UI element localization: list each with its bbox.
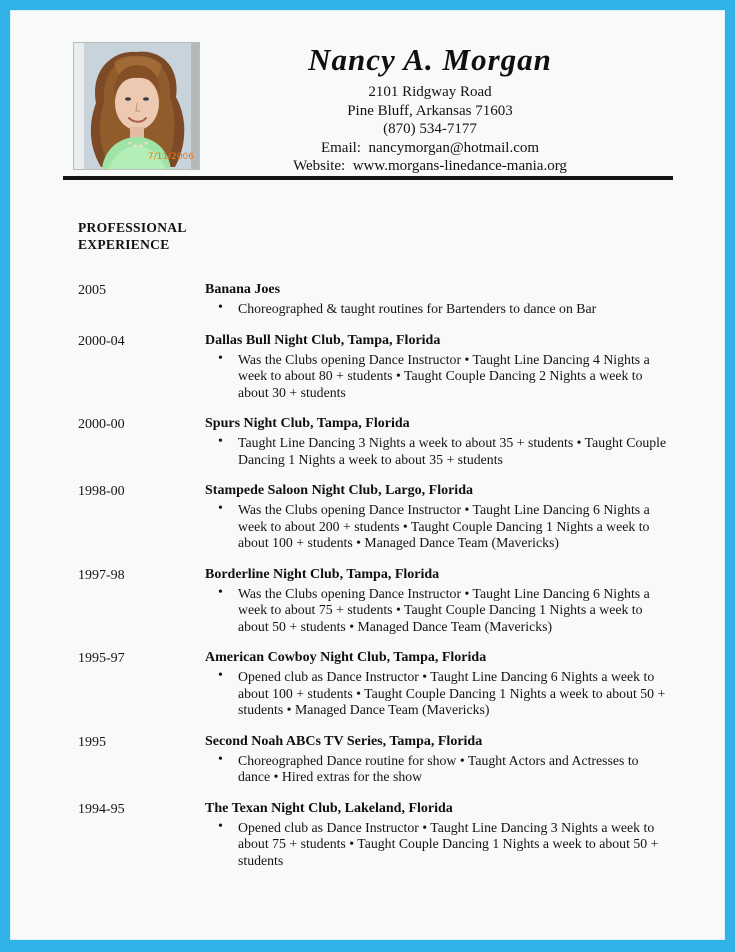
entry-dates: 1998-00 [78,484,125,499]
experience-entry [78,650,667,719]
entry-dates: 2000-00 [78,417,125,432]
bullet-icon: • [218,584,223,600]
entry-detail [205,820,667,870]
entry-body [205,333,667,402]
bullet-icon: • [218,434,223,449]
experience-entry [78,483,667,552]
entry-detail [205,669,667,719]
resume-document [10,10,725,940]
name-heading: Nancy A. Morgan [308,42,552,77]
header-divider [63,176,673,180]
entry-body [205,282,667,318]
entry-detail [205,586,667,636]
entry-detail [205,435,667,468]
entry-body [205,416,667,468]
entry-detail-text: Choreographed Dance routine for show • Taught Actors and Actresses to dance • Hired extras for the show [238,752,639,784]
photo-date-stamp: 7/11/2006 [147,152,194,162]
entry-detail [205,301,667,318]
entry-title: The Texan Night Club, Lakeland, Florida [205,800,453,816]
website-value: www.morgans-linedance-mania.org [352,158,567,174]
entry-title: American Cowboy Night Club, Tampa, Florida [205,650,487,665]
experience-entry [78,801,667,870]
entry-detail-text: Was the Clubs opening Dance Instructor • Taught Line Dancing 6 Nights a week to about 200 + students • Taught Couple Dancing 1 Nights a week to about 100 + students • Managed Dance Team (Mavericks) [238,502,650,550]
experience-entry [78,333,667,402]
bullet-icon: • [218,300,223,315]
entry-dates: 1995-97 [78,651,125,666]
email-value: nancymorgan@hotmail.com [368,139,540,156]
entry-body [205,650,667,719]
entry-title: Banana Joes [205,282,281,297]
entry-detail-text: Choreographed & taught routines for Bartenders to dance on Bar [238,301,597,316]
entry-dates: 1997-98 [78,567,125,583]
entry-title: Stampede Saloon Night Club, Largo, Florida [205,483,473,498]
bullet-icon: • [218,751,223,767]
entry-dates: 2005 [78,283,106,298]
experience-entry [78,416,667,468]
entry-detail-text: Was the Clubs opening Dance Instructor • Taught Line Dancing 4 Nights a week to about 80 + students • Taught Couple Dancing 2 Nights a week to about 30 + students [238,351,650,400]
entry-detail-text: Opened club as Dance Instructor • Taught Line Dancing 3 Nights a week to about 75 + students • Taught Couple Dancing 1 Nights a week to about 50 + students [238,819,659,868]
website-label: Website: [293,158,346,174]
bullet-icon: • [218,501,223,516]
header-contact-block [140,42,720,176]
email-line [140,139,720,158]
entry-body [205,567,667,636]
entry-title: Borderline Night Club, Tampa, Florida [205,566,440,582]
email-label: Email: [320,139,361,156]
experience-entry [78,734,667,786]
entry-detail [205,352,667,402]
entry-body [205,734,667,786]
bullet-icon: • [218,818,223,834]
entry-dates: 1995 [78,734,106,750]
entry-body [205,801,667,870]
website-line [140,157,720,176]
entry-detail [205,502,667,552]
address-line-2: Pine Bluff, Arkansas 71603 [347,102,513,119]
entry-dates: 1994-95 [78,801,125,817]
entry-title: Second Noah ABCs TV Series, Tampa, Florida [205,733,483,749]
address-line-1: 2101 Ridgway Road [368,84,492,100]
entry-detail-text: Taught Line Dancing 3 Nights a week to about 35 + students • Taught Couple Dancing 1 Nights a week to about 35 + students [238,435,667,467]
entry-title: Spurs Night Club, Tampa, Florida [205,416,410,431]
entry-dates: 2000-04 [78,333,125,349]
experience-entry [78,567,667,636]
entry-detail [205,753,667,786]
bullet-icon: • [218,668,223,683]
experience-entry [78,282,667,318]
section-heading: PROFESSIONAL EXPERIENCE [78,220,186,252]
entry-detail-text: Opened club as Dance Instructor • Taught Line Dancing 6 Nights a week to about 100 + students • Taught Couple Dancing 1 Nights a week to about 50 + students • Managed Dance Team (Mavericks) [238,669,666,717]
experience-list [78,282,667,884]
phone-number: (870) 534-7177 [383,121,477,137]
entry-detail-text: Was the Clubs opening Dance Instructor • Taught Line Dancing 6 Nights a week to about 75 + students • Taught Couple Dancing 1 Nights a week to about 50 + students • Managed Dance Team (Mavericks) [238,585,650,634]
entry-title: Dallas Bull Night Club, Tampa, Florida [205,332,441,348]
bullet-icon: • [218,350,223,366]
entry-body [205,483,667,552]
